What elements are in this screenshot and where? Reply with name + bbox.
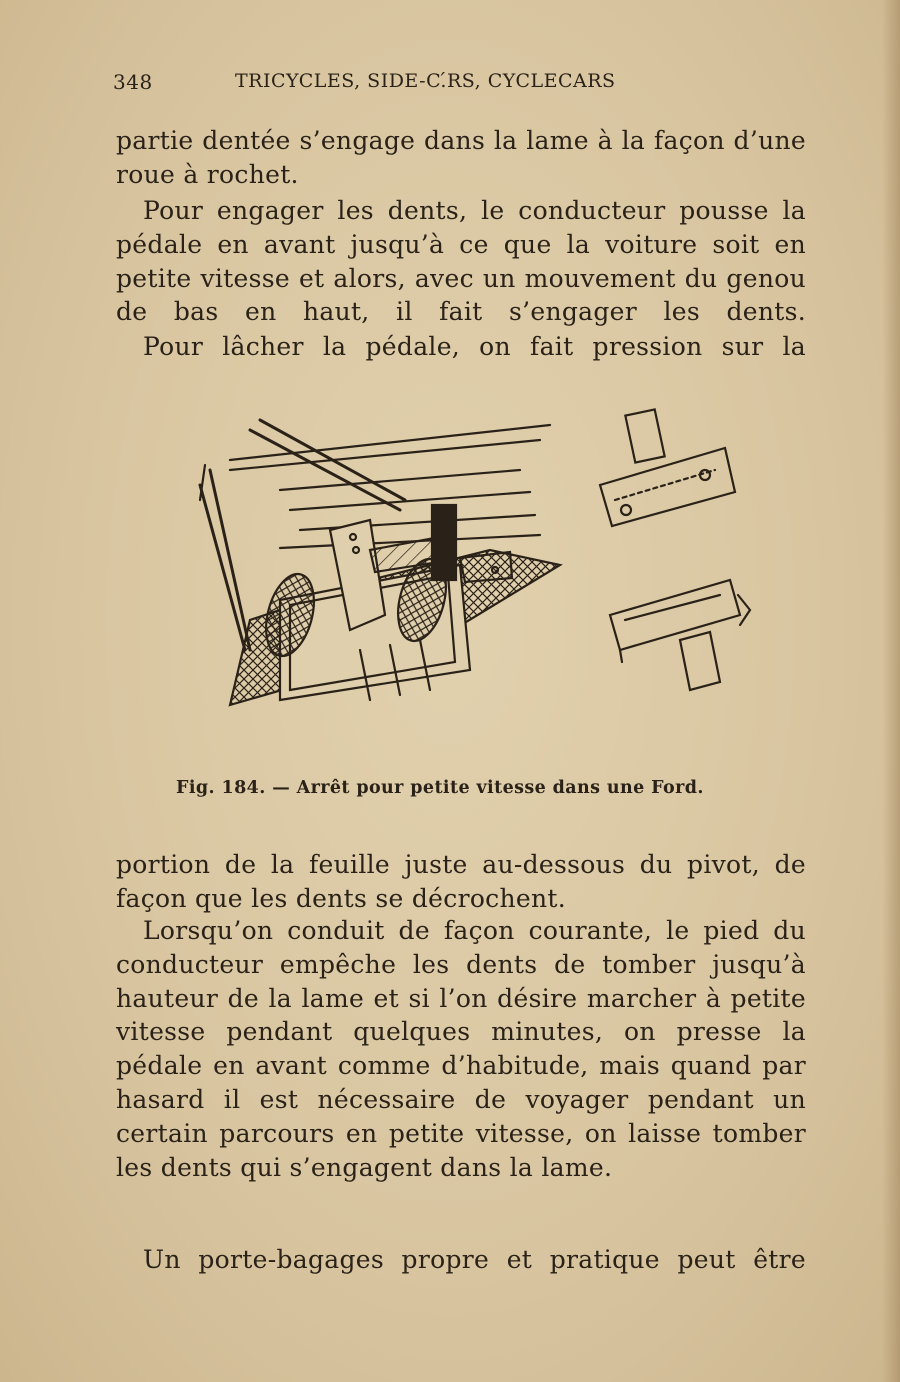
page-number: 348 [113,70,153,94]
paragraph-engage-teeth: Pour engager les dents, le conducteur pousse la pédale en avant jusqu’à ce que la voiture soit en petite vitesse et alors, avec un mouvement du genou de bas en haut, il fait s’engager les dents. [116,196,806,327]
paragraph-luggage-rack: Un porte-bagages propre et pratique peut être [143,1245,806,1274]
figure-184-illustration [190,400,770,760]
page-header [113,70,813,100]
running-title: TRICYCLES, SIDE-C.́RS, CYCLECARS [235,70,616,92]
page-edge-shadow [882,0,900,1382]
paragraph-driving-normally: Lorsqu’on conduit de façon courante, le pied du conducteur empêche les dents de tomber jusqu’à hauteur de la lame et si l’on désire marcher à petite vitesse pendant quelques minutes, on presse la pédale en avant comme d’habitude, mais quand par hasard il est nécessaire de voyager pendant un certain parcours en petite vitesse, on laisse tomber les dents qui s’engagent dans la lame. [116,916,806,1182]
paragraph-continuation-bottom: portion de la feuille juste au-dessous du pivot, de façon que les dents se décrochent. [116,850,806,913]
ford-low-speed-stop-drawing [190,400,770,760]
figure-caption: Fig. 184. — Arrêt pour petite vitesse dans une Ford. [176,778,704,798]
paragraph-release-pedal: Pour lâcher la pédale, on fait pression sur la [143,332,806,361]
paragraph-continuation: partie dentée s’engage dans la lame à la façon d’une roue à rochet. [116,126,806,189]
